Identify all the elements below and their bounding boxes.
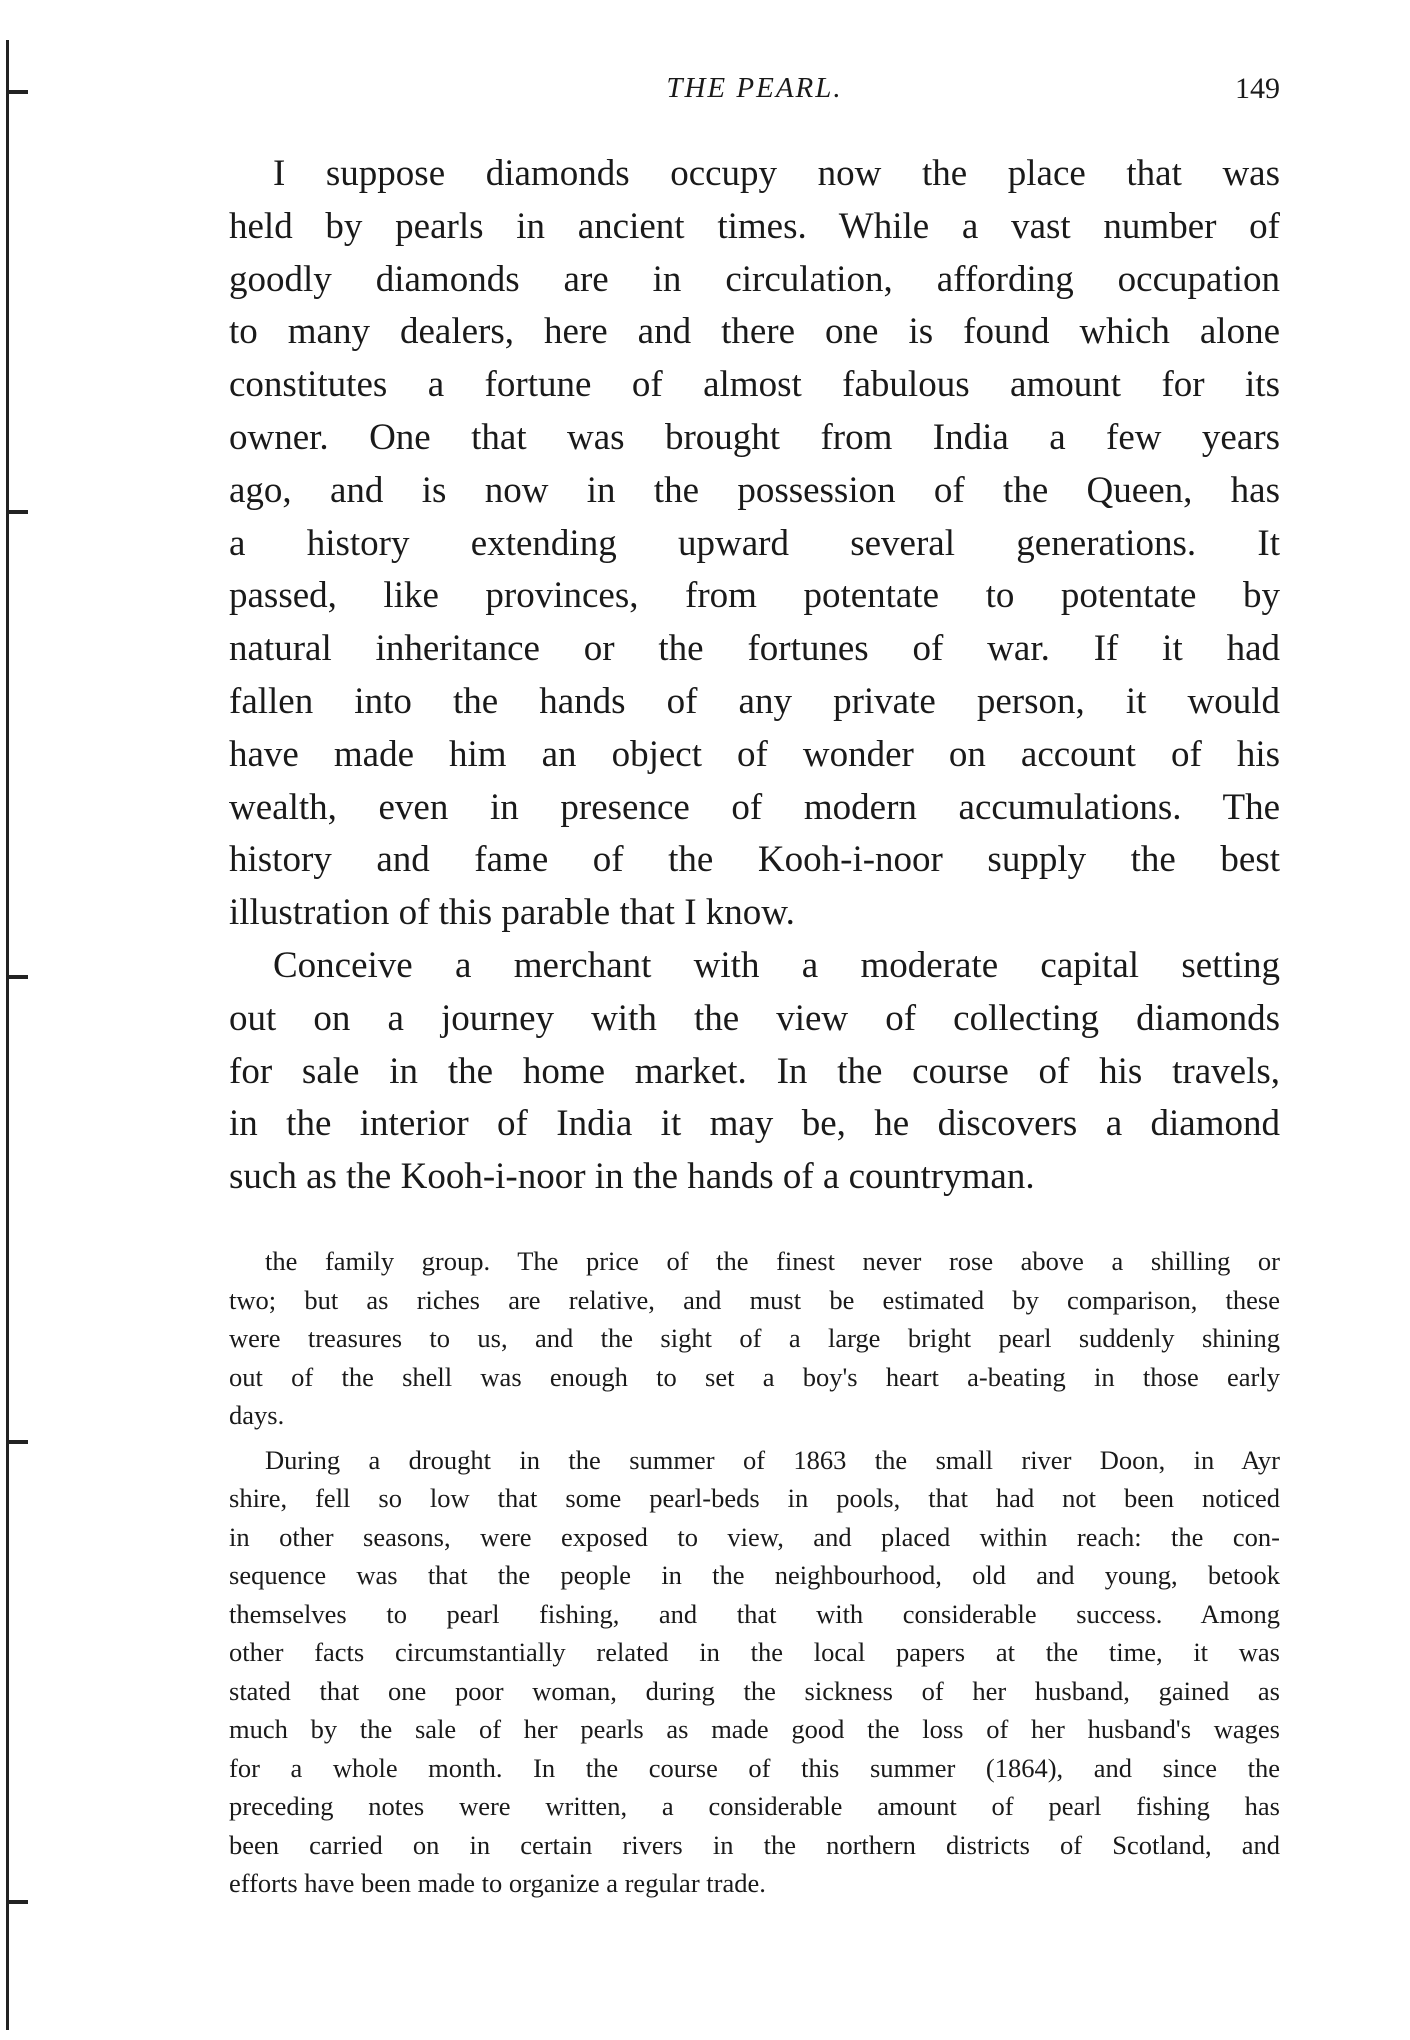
text-line: wealth, even in presence of modern accumulations. The bbox=[229, 786, 1280, 828]
binding-mark bbox=[6, 1900, 28, 1904]
text-line: out on a journey with the view of collecting diamonds bbox=[229, 997, 1280, 1039]
page-number: 149 bbox=[1235, 72, 1280, 105]
text-line: passed, like provinces, from potentate to potentate by bbox=[229, 575, 1280, 617]
text-line: such as the Kooh-i-noor in the hands of a countryman. bbox=[229, 1156, 1035, 1198]
text-line: efforts have been made to organize a regular trade. bbox=[229, 1868, 766, 1898]
text-line: illustration of this parable that I know. bbox=[229, 892, 795, 934]
page-header bbox=[229, 72, 1280, 112]
text-line: preceding notes were written, a considerable amount of pearl fishing has bbox=[229, 1791, 1280, 1821]
text-line: a history extending upward several generations. It bbox=[229, 522, 1280, 564]
text-line: During a drought in the summer of 1863 the small river Doon, in Ayr bbox=[265, 1444, 1280, 1475]
text-line: the family group. The price of the finest never rose above a shilling or bbox=[265, 1246, 1280, 1276]
text-line: in the interior of India it may be, he discovers a diamond bbox=[229, 1103, 1280, 1145]
text-line: I suppose diamonds occupy now the place that was bbox=[273, 153, 1280, 194]
text-line: other facts circumstantially related in the local papers at the time, it was bbox=[229, 1637, 1280, 1667]
text-line: much by the sale of her pearls as made good the loss of her husband's wages bbox=[229, 1714, 1280, 1744]
text-line: history and fame of the Kooh-i-noor supply the best bbox=[229, 839, 1280, 881]
footnote-text bbox=[229, 1242, 1280, 1903]
text-line: natural inheritance or the fortunes of war. If it had bbox=[229, 628, 1280, 670]
text-line: Conceive a merchant with a moderate capital setting bbox=[273, 944, 1280, 986]
binding-mark bbox=[6, 975, 28, 979]
text-line: have made him an object of wonder on account of his bbox=[229, 733, 1280, 775]
binding-mark bbox=[6, 510, 28, 514]
text-line: for sale in the home market. In the course of his travels, bbox=[229, 1050, 1280, 1092]
text-line: goodly diamonds are in circulation, affording occupation bbox=[229, 258, 1280, 300]
page-binding-edge bbox=[6, 40, 9, 2030]
text-line: two; but as riches are relative, and must be estimated by comparison, these bbox=[229, 1284, 1280, 1315]
text-line: for a whole month. In the course of this summer (1864), and since the bbox=[229, 1752, 1280, 1783]
text-line: in other seasons, were exposed to view, and placed within reach: the con- bbox=[229, 1521, 1280, 1552]
running-title: THE PEARL. bbox=[666, 72, 843, 104]
text-line: out of the shell was enough to set a boy's heart a-beating in those early bbox=[229, 1361, 1280, 1392]
text-line: ago, and is now in the possession of the Queen, has bbox=[229, 469, 1280, 511]
text-line: themselves to pearl fishing, and that with considerable success. Among bbox=[229, 1598, 1280, 1629]
text-line: stated that one poor woman, during the sickness of her husband, gained as bbox=[229, 1675, 1280, 1706]
text-line: held by pearls in ancient times. While a vast number of bbox=[229, 205, 1280, 247]
text-line: shire, fell so low that some pearl-beds in pools, that had not been noticed bbox=[229, 1483, 1280, 1513]
text-line: constitutes a fortune of almost fabulous amount for its bbox=[229, 364, 1280, 406]
text-line: fallen into the hands of any private person, it would bbox=[229, 680, 1280, 722]
text-line: sequence was that the people in the neighbourhood, old and young, betook bbox=[229, 1560, 1280, 1590]
binding-mark bbox=[6, 1440, 28, 1444]
main-text bbox=[229, 148, 1280, 1204]
binding-mark bbox=[6, 90, 28, 94]
text-line: to many dealers, here and there one is found which alone bbox=[229, 311, 1280, 353]
text-line: days. bbox=[229, 1400, 285, 1430]
text-line: been carried on in certain rivers in the northern districts of Scotland, and bbox=[229, 1829, 1280, 1860]
text-line: owner. One that was brought from India a few years bbox=[229, 416, 1280, 458]
text-line: were treasures to us, and the sight of a large bright pearl suddenly shining bbox=[229, 1323, 1280, 1353]
